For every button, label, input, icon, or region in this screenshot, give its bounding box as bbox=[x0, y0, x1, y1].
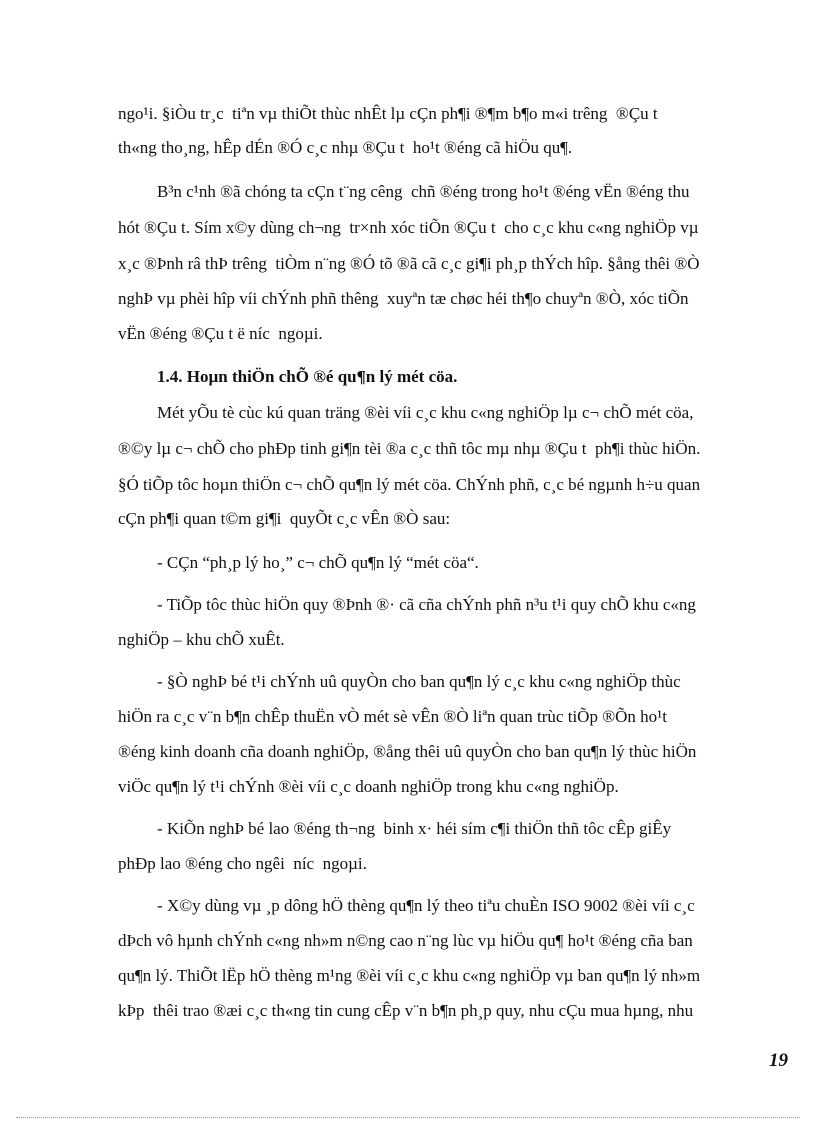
text-line: th«ng tho¸ng, hÊp dÉn ®Ó c¸c nhµ ®Çu t ho¹t ®éng cã hiÖu qu¶. bbox=[118, 138, 573, 157]
page-number: 19 bbox=[769, 1050, 788, 1071]
list-item: - CÇn “ph¸p lý ho¸” c¬ chÕ qu¶n lý “mét cöa“. bbox=[157, 553, 479, 572]
text-line: phÐp lao ®éng cho ngêi níc ngoµi. bbox=[118, 854, 367, 873]
section-heading: 1.4. Hoµn thiÖn chÕ ®é qu¶n lý mét cöa. bbox=[157, 367, 458, 386]
text-line: Mét yÕu tè cùc kú quan träng ®èi víi c¸c khu c«ng nghiÖp lµ c¬ chÕ mét cöa, bbox=[157, 403, 694, 422]
list-item: - TiÕp tôc thùc hiÖn quy ®Þnh ®· cã cña chÝnh phñ n³u t¹i quy chÕ khu c«ng bbox=[157, 595, 696, 614]
text-line: B³n c¹nh ®ã chóng ta cÇn t¨ng cêng chñ ®éng trong ho¹t ®éng vËn ®éng thu bbox=[157, 182, 690, 201]
text-line: ngo¹i. §iÒu tr¸c tiªn vµ thiÕt thùc nhÊt lµ cÇn ph¶i ®¶m b¶o m«i trêng ®Çu t bbox=[118, 104, 658, 123]
text-line: kÞp thêi trao ®æi c¸c th«ng tin cung cÊp v¨n b¶n ph¸p quy, nhu cÇu mua hµng, nhu bbox=[118, 1001, 694, 1020]
list-item: - §Ò nghÞ bé t¹i chÝnh uû quyÒn cho ban qu¶n lý c¸c khu c«ng nghiÖp thùc bbox=[157, 672, 681, 691]
text-line: ®éng kinh doanh cña doanh nghiÖp, ®ång thêi uû quyÒn cho ban qu¶n lý thùc hiÖn bbox=[118, 742, 697, 761]
text-line: ®©y lµ c¬ chÕ cho phÐp tinh gi¶n tèi ®a c¸c thñ tôc mµ nhµ ®Çu t ph¶i thùc hiÖn. bbox=[118, 439, 701, 458]
text-line: hót ®Çu t. Sím x©y dùng ch¬ng tr×nh xóc tiÕn ®Çu t cho c¸c khu c«ng nghiÖp vµ bbox=[118, 218, 699, 237]
text-line: vËn ®éng ®Çu t ë níc ngoµi. bbox=[118, 324, 323, 343]
list-item: - X©y dùng vµ ¸p dông hÖ thèng qu¶n lý theo tiªu chuÈn ISO 9002 ®èi víi c¸c bbox=[157, 896, 695, 915]
text-line: nghÞ vµ phèi hîp víi chÝnh phñ thêng xuyªn tæ chøc héi th¶o chuyªn ®Ò, xóc tiÕn bbox=[118, 289, 689, 308]
text-line: qu¶n lý. ThiÕt lËp hÖ thèng m¹ng ®èi víi c¸c khu c«ng nghiÖp vµ ban qu¶n lý nh»m bbox=[118, 966, 701, 985]
page-bottom-rule bbox=[16, 1117, 800, 1118]
text-line: viÖc qu¶n lý t¹i chÝnh ®èi víi c¸c doanh nghiÖp trong khu c«ng nghiÖp. bbox=[118, 777, 619, 796]
text-line: dÞch vô hµnh chÝnh c«ng nh»m n©ng cao n¨ng lùc vµ hiÖu qu¶ ho¹t ®éng cña ban bbox=[118, 931, 693, 950]
text-line: nghiÖp – khu chÕ xuÊt. bbox=[118, 630, 285, 649]
list-item: - KiÕn nghÞ bé lao ®éng th¬ng binh x· héi sím c¶i thiÖn thñ tôc cÊp giÊy bbox=[157, 819, 672, 838]
text-line: hiÖn ra c¸c v¨n b¶n chÊp thuËn vÒ mét sè vÊn ®Ò liªn quan trùc tiÕp ®Õn ho¹t bbox=[118, 707, 667, 726]
text-line: x¸c ®Þnh râ thÞ trêng tiÒm n¨ng ®Ó tõ ®ã cã c¸c gi¶i ph¸p thÝch hîp. §ång thêi ®Ò bbox=[118, 254, 700, 273]
text-line: cÇn ph¶i quan t©m gi¶i quyÕt c¸c vÊn ®Ò sau: bbox=[118, 509, 451, 528]
text-line: §Ó tiÕp tôc hoµn thiÖn c¬ chÕ qu¶n lý mét cöa. ChÝnh phñ, c¸c bé ngµnh h÷u quan bbox=[118, 475, 701, 494]
